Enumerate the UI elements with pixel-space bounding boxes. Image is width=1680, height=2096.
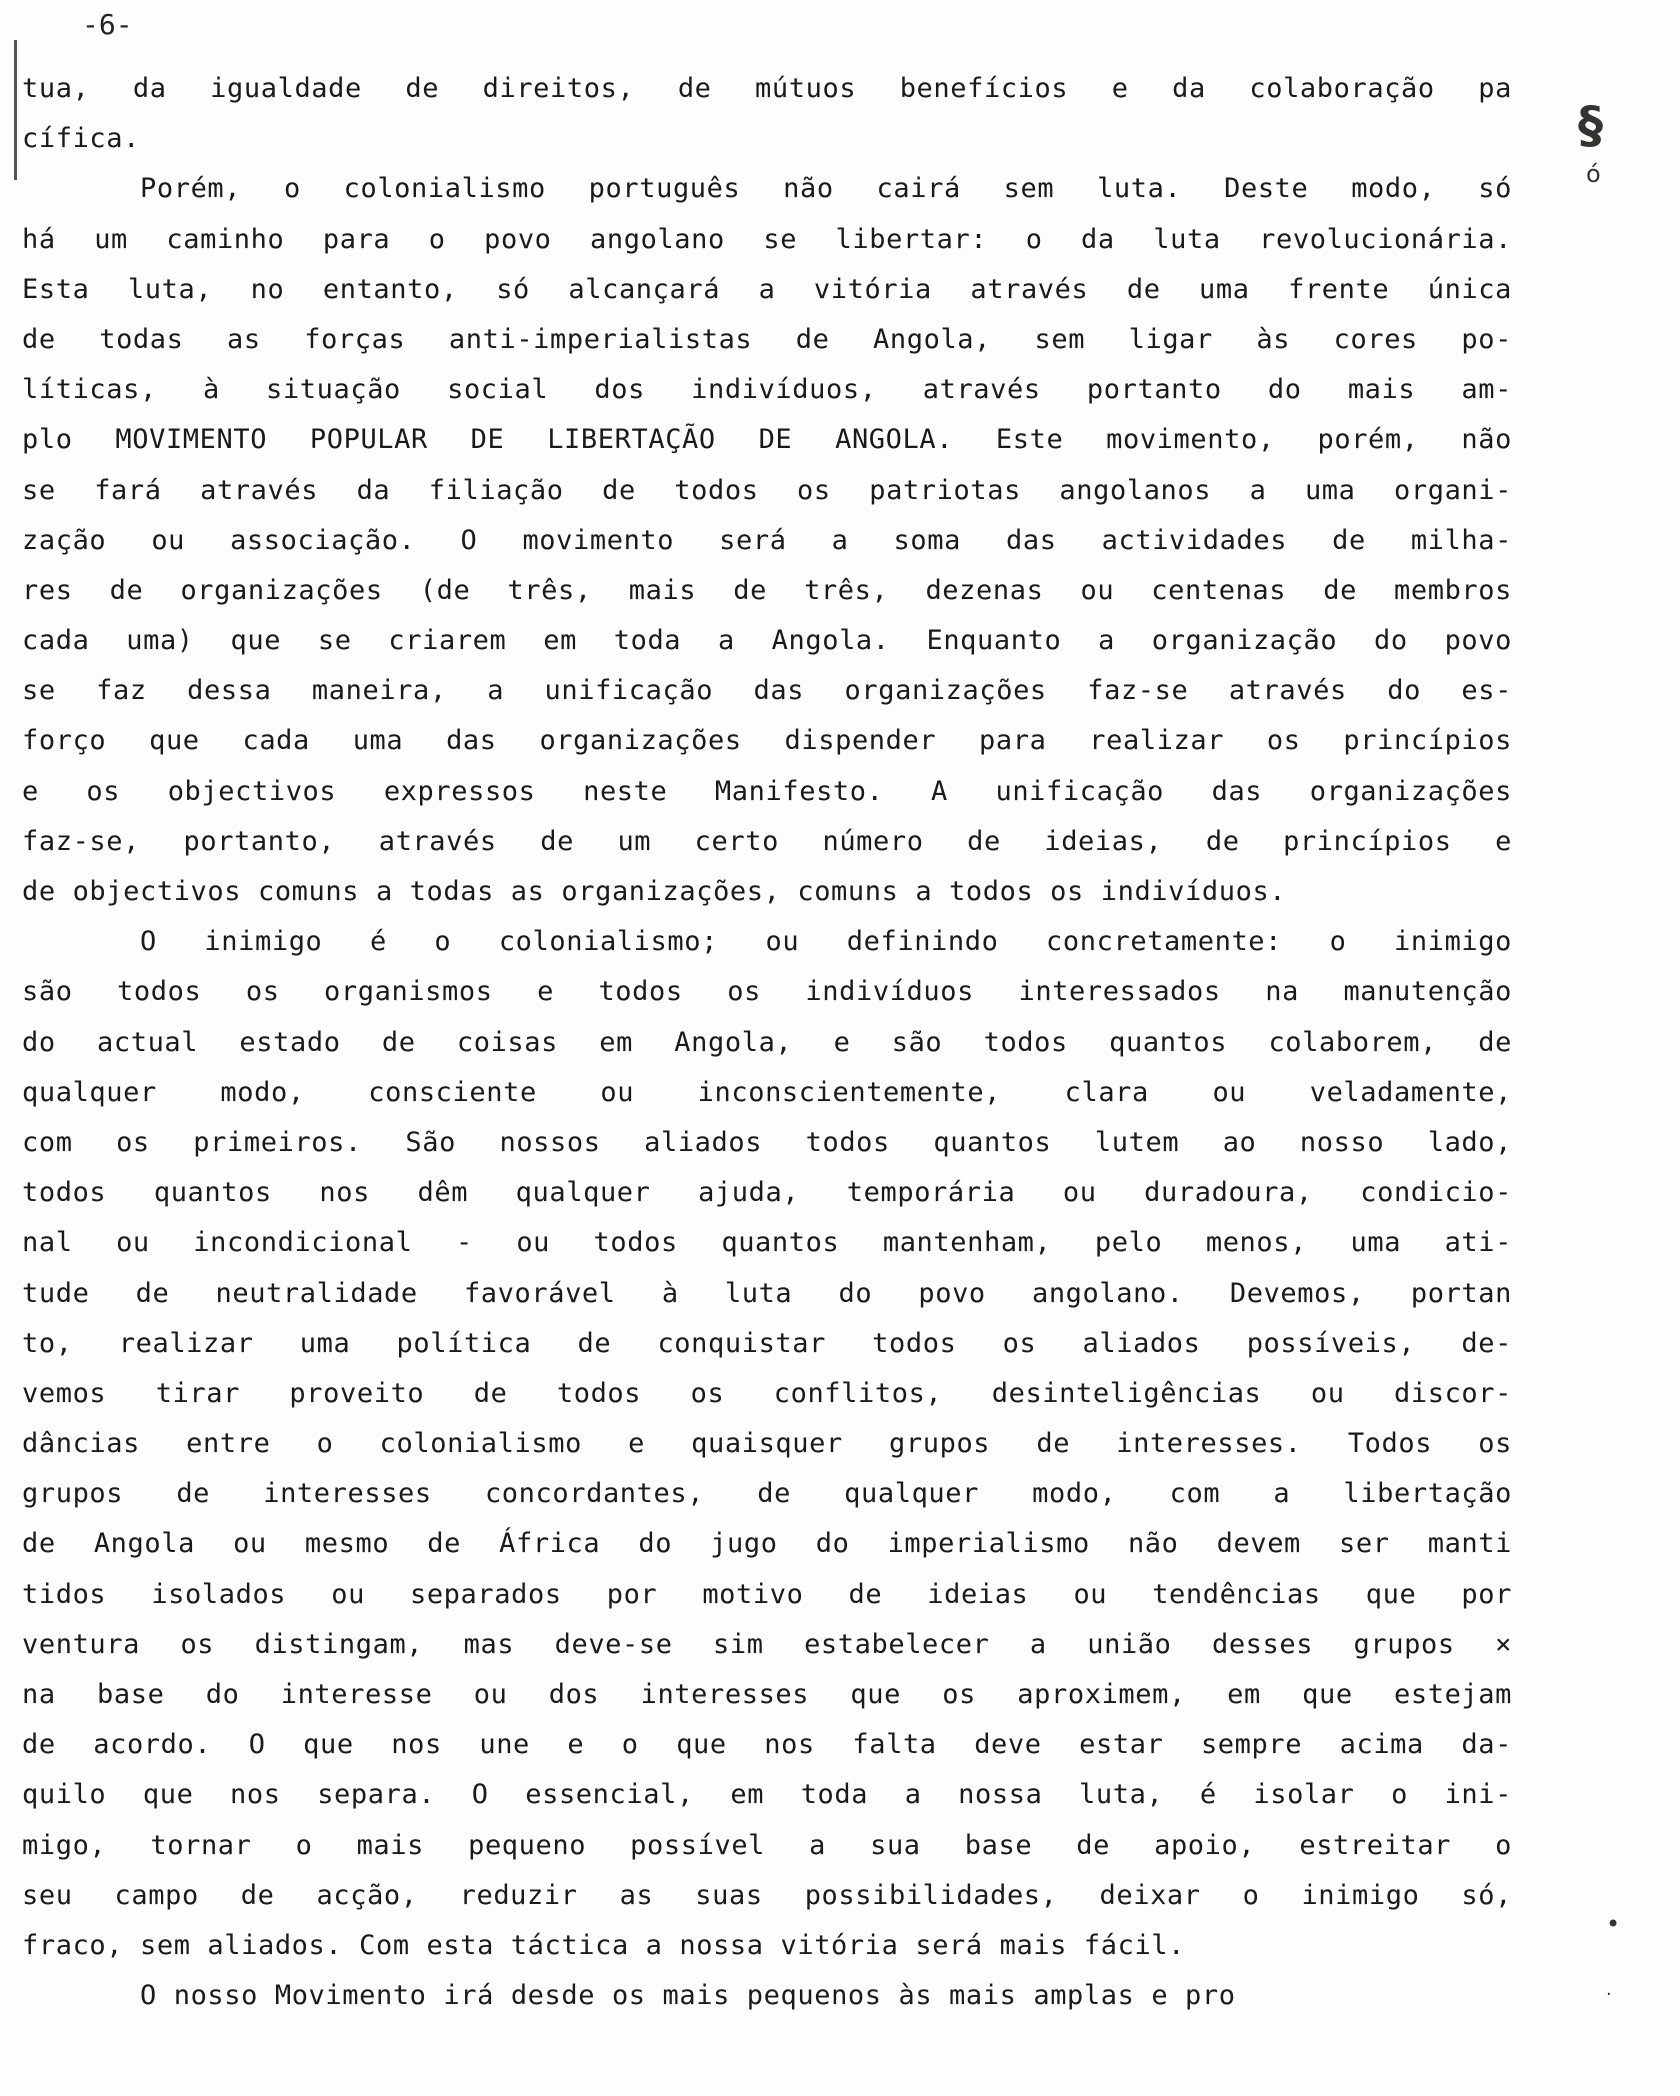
text-line: Esta luta, no entanto, só alcançará a vitória através de uma frente única [22, 273, 1512, 305]
text-line: todos quantos nos dêm qualquer ajuda, temporária ou duradoura, condicio- [22, 1177, 1512, 1209]
text-line: seu campo de acção, reduzir as suas possibilidades, deixar o inimigo só, [22, 1879, 1512, 1911]
text-line: líticas, à situação social dos indivíduos, através portanto do mais am- [22, 374, 1512, 406]
text-line: nal ou incondicional - ou todos quantos mantenham, pelo menos, uma ati- [22, 1227, 1512, 1259]
text-line: ventura os distingam, mas deve-se sim estabelecer a união desses grupos × [22, 1628, 1512, 1660]
text-line: se fará através da filiação de todos os patriotas angolanos a uma organi- [22, 474, 1512, 506]
text-line: grupos de interesses concordantes, de qualquer modo, com a libertação [22, 1478, 1512, 1510]
text-line: quilo que nos separa. O essencial, em toda a nossa luta, é isolar o ini- [22, 1779, 1512, 1811]
text-line: de Angola ou mesmo de África do jugo do imperialismo não devem ser manti [22, 1528, 1512, 1560]
text-line: cífica. [22, 123, 140, 155]
text-line: O nosso Movimento irá desde os mais pequenos às mais amplas e pro [140, 1980, 1236, 2012]
text-line: migo, tornar o mais pequeno possível a sua base de apoio, estreitar o [22, 1829, 1512, 1861]
text-line: tude de neutralidade favorável à luta do povo angolano. Devemos, portan [22, 1277, 1512, 1309]
text-line: faz-se, portanto, através de um certo número de ideias, de princípios e [22, 825, 1512, 857]
margin-mark-2: ó [1586, 160, 1601, 188]
text-line: zação ou associação. O movimento será a soma das actividades de milha- [22, 524, 1512, 556]
text-line: tua, da igualdade de direitos, de mútuos benefícios e da colaboração pa [22, 73, 1512, 104]
text-line: to, realizar uma política de conquistar todos os aliados possíveis, de- [22, 1327, 1512, 1359]
text-line: de objectivos comuns a todas as organizações, comuns a todos os indivíduos. [22, 876, 1287, 907]
text-line: Porém, o colonialismo português não cairá sem luta. Deste modo, só [140, 173, 1512, 205]
text-line: do actual estado de coisas em Angola, e são todos quantos colaborem, de [22, 1026, 1512, 1058]
text-line: e os objectivos expressos neste Manifesto. A unificação das organizações [22, 775, 1512, 807]
text-line: O inimigo é o colonialismo; ou definindo concretamente: o inimigo [140, 926, 1512, 958]
text-line: dâncias entre o colonialismo e quaisquer grupos de interesses. Todos os [22, 1428, 1512, 1460]
text-line: qualquer modo, consciente ou inconscientemente, clara ou veladamente, [22, 1076, 1512, 1108]
text-line: vemos tirar proveito de todos os conflitos, desinteligências ou discor- [22, 1377, 1512, 1409]
text-line: são todos os organismos e todos os indivíduos interessados na manutenção [22, 976, 1512, 1008]
text-line: res de organizações (de três, mais de três, dezenas ou centenas de membros [22, 574, 1512, 606]
page-number: -6- [82, 8, 133, 41]
typewritten-text [22, 64, 1522, 2021]
text-line: cada uma) que se criarem em toda a Angola. Enquanto a organização do povo [22, 625, 1512, 657]
scan-edge-mark [14, 40, 17, 180]
text-line: com os primeiros. São nossos aliados todos quantos lutem ao nosso lado, [22, 1126, 1512, 1158]
margin-mark-1: § [1578, 96, 1603, 154]
text-line: na base do interesse ou dos interesses que os aproximem, em que estejam [22, 1679, 1512, 1710]
margin-mark-3: • [1606, 1910, 1621, 1938]
text-line: de acordo. O que nos une e o que nos falta deve estar sempre acima da- [22, 1729, 1512, 1761]
text-line: há um caminho para o povo angolano se libertar: o da luta revolucionária. [22, 223, 1512, 255]
text-line: tidos isolados ou separados por motivo de ideias ou tendências que por [22, 1578, 1512, 1610]
text-line: se faz dessa maneira, a unificação das organizações faz-se através do es- [22, 675, 1512, 707]
margin-mark-4: · [1606, 1984, 1612, 2005]
text-line: de todas as forças anti-imperialistas de Angola, sem ligar às cores po- [22, 323, 1512, 355]
text-line: forço que cada uma das organizações dispender para realizar os princípios [22, 725, 1512, 757]
text-line: fraco, sem aliados. Com esta táctica a nossa vitória será mais fácil. [22, 1929, 1186, 1961]
text-line: plo MOVIMENTO POPULAR DE LIBERTAÇÃO DE ANGOLA. Este movimento, porém, não [22, 424, 1512, 456]
